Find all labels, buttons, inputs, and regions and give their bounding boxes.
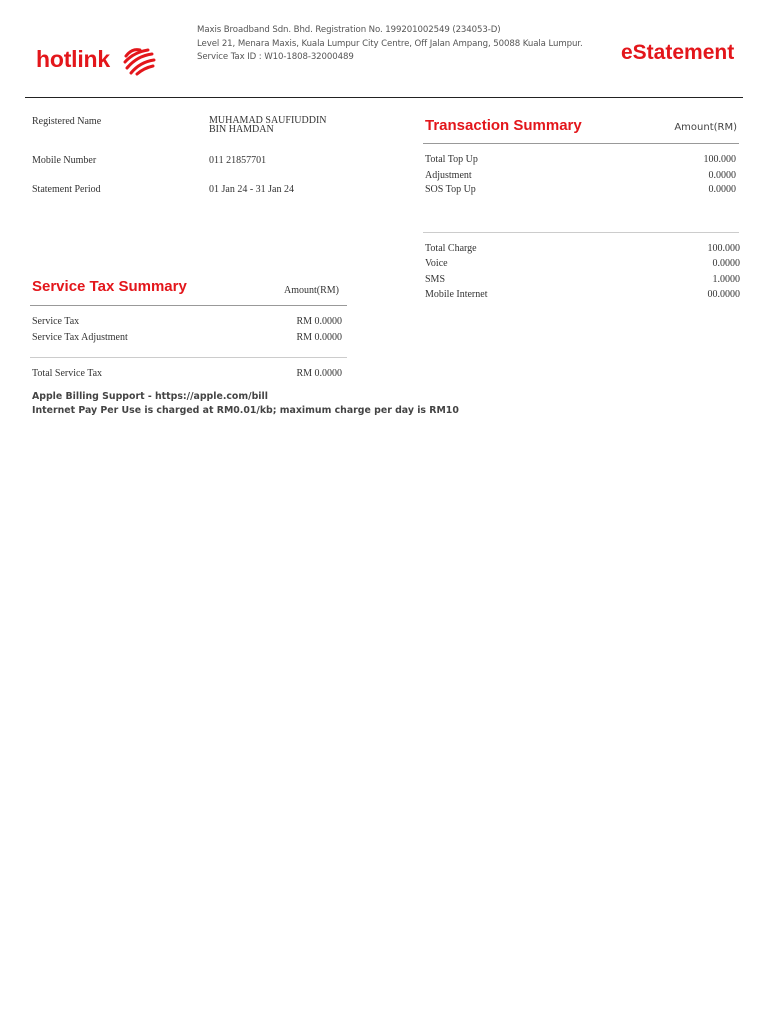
tax-label: Service Tax — [32, 316, 80, 327]
charge-value: 00.0000 — [707, 289, 740, 300]
company-line: Service Tax ID : W10-1808-32000489 — [197, 52, 354, 62]
registered-name-value — [209, 116, 327, 134]
company-line: Maxis Broadband Sdn. Bhd. Registration No. 199201002549 (234053-D) — [197, 25, 501, 35]
company-line: Level 21, Menara Maxis, Kuala Lumpur City Centre, Off Jalan Ampang, 50088 Kuala Lumpur. — [197, 38, 583, 49]
transaction-summary-title: Transaction Summary — [425, 117, 582, 134]
txn-value: 0.0000 — [708, 184, 736, 195]
charge-label: Voice — [425, 258, 448, 269]
pay-per-use-note: Internet Pay Per Use is charged at RM0.01/kb; maximum charge per day is RM10 — [32, 405, 459, 416]
tax-value: RM 0.0000 — [296, 316, 342, 327]
tax-label: Service Tax Adjustment — [32, 332, 128, 343]
billing-support-note: Apple Billing Support - https://apple.com/bill — [32, 391, 268, 402]
statement-period-value: 01 Jan 24 - 31 Jan 24 — [209, 184, 294, 195]
mobile-number-value: 011 21857701 — [209, 155, 267, 166]
mobile-number-label: Mobile Number — [32, 155, 97, 166]
service-tax-amount-header: Amount(RM) — [284, 285, 339, 296]
total-service-tax-label: Total Service Tax — [32, 368, 103, 379]
company-info — [197, 24, 607, 65]
transaction-mid-rule — [423, 232, 739, 233]
charge-label: Mobile Internet — [425, 289, 488, 300]
statement-period-label: Statement Period — [32, 184, 101, 195]
brand-wave-icon — [122, 42, 158, 76]
txn-label: SOS Top Up — [425, 184, 476, 195]
document-title: eStatement — [621, 41, 735, 64]
txn-value: 100.000 — [703, 154, 736, 165]
charge-value: 0.0000 — [712, 258, 740, 269]
transaction-amount-header: Amount(RM) — [674, 122, 737, 133]
charge-value: 1.0000 — [712, 274, 740, 285]
brand-logo-text: hotlink — [36, 46, 110, 72]
charge-label: SMS — [425, 274, 446, 285]
service-tax-total-rule — [30, 357, 347, 358]
registered-name-line: BIN HAMDAN — [209, 124, 274, 135]
txn-label: Adjustment — [425, 170, 472, 181]
registered-name-line: MUHAMAD SAUFIUDDIN — [209, 115, 327, 126]
charge-label: Total Charge — [425, 243, 477, 254]
header-divider — [25, 97, 743, 98]
total-service-tax-value: RM 0.0000 — [296, 368, 342, 379]
charge-value: 100.000 — [707, 243, 740, 254]
registered-name-label: Registered Name — [32, 116, 102, 127]
txn-value: 0.0000 — [708, 170, 736, 181]
txn-label: Total Top Up — [425, 154, 478, 165]
transaction-header-rule — [423, 143, 739, 144]
tax-value: RM 0.0000 — [296, 332, 342, 343]
service-tax-summary-title: Service Tax Summary — [32, 278, 187, 295]
service-tax-header-rule — [30, 305, 347, 306]
